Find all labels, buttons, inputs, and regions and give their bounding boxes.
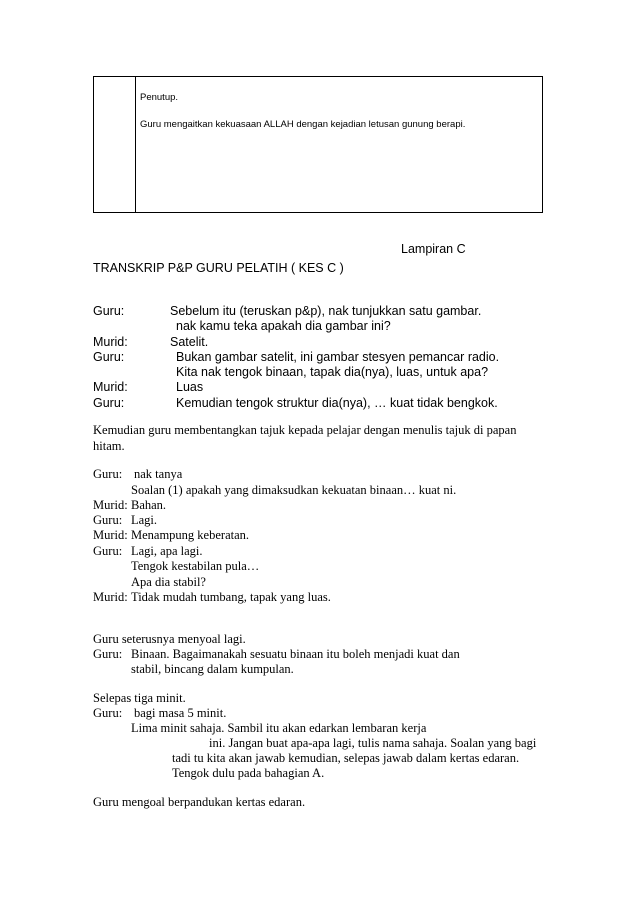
- dialog-line: Bahan.: [131, 498, 167, 512]
- narrative-line: Guru mengoal berpandukan kertas edaran.: [93, 795, 306, 809]
- narrative-line: hitam.: [93, 439, 125, 453]
- narrative-line: Guru seterusnya menyoal lagi.: [93, 632, 246, 646]
- dialog-line: Lagi, apa lagi.: [131, 544, 203, 558]
- dialog-line: Satelit.: [170, 335, 209, 349]
- table-heading: Penutup.: [140, 92, 179, 103]
- dialog-line: nak kamu teka apakah dia gambar ini?: [176, 319, 391, 333]
- closing-table: [93, 76, 543, 213]
- speaker-label: Guru:: [93, 467, 123, 481]
- dialog-line: Kemudian tengok struktur dia(nya), … kuat tidak bengkok.: [176, 396, 498, 410]
- table-body: Guru mengaitkan kekuasaan ALLAH dengan kejadian letusan gunung berapi.: [140, 119, 466, 130]
- speaker-label: Guru:: [93, 513, 123, 527]
- dialog-line: Luas: [176, 380, 204, 394]
- document-title: TRANSKRIP P&P GURU PELATIH ( KES C ): [93, 261, 344, 275]
- speaker-label: Guru:: [93, 304, 125, 318]
- narrative-line: Selepas tiga minit.: [93, 691, 186, 705]
- dialog-line: Bukan gambar satelit, ini gambar stesyen pemancar radio.: [176, 350, 500, 364]
- speaker-label: Murid:: [93, 498, 128, 512]
- speaker-label: Murid:: [93, 335, 128, 349]
- table-column-divider: [135, 77, 136, 212]
- dialog-line: Lagi.: [131, 513, 158, 527]
- speaker-label: Guru:: [93, 647, 123, 661]
- dialog-line: Apa dia stabil?: [131, 575, 206, 589]
- dialog-line: Tengok kestabilan pula…: [131, 559, 260, 573]
- dialog-line: Tengok dulu pada bahagian A.: [172, 766, 325, 780]
- lampiran-label: Lampiran C: [401, 242, 466, 256]
- dialog-line: Sebelum itu (teruskan p&p), nak tunjukkan satu gambar.: [170, 304, 482, 318]
- dialog-line: Kita nak tengok binaan, tapak dia(nya), luas, untuk apa?: [176, 365, 489, 379]
- speaker-label: Guru:: [93, 396, 125, 410]
- dialog-line: Lima minit sahaja. Sambil itu akan edarkan lembaran kerja: [131, 721, 427, 735]
- dialog-line: Binaan. Bagaimanakah sesuatu binaan itu boleh menjadi kuat dan: [131, 647, 460, 661]
- dialog-line: bagi masa 5 minit.: [134, 706, 227, 720]
- speaker-label: Murid:: [93, 380, 128, 394]
- speaker-label: Guru:: [93, 350, 125, 364]
- speaker-label: Murid:: [93, 590, 128, 604]
- speaker-label: Guru:: [93, 544, 123, 558]
- dialog-line: Soalan (1) apakah yang dimaksudkan kekuatan binaan… kuat ni.: [131, 483, 457, 497]
- dialog-line: Tidak mudah tumbang, tapak yang luas.: [131, 590, 331, 604]
- dialog-line: ini. Jangan buat apa-apa lagi, tulis nama sahaja. Soalan yang bagi: [209, 736, 537, 750]
- dialog-line: stabil, bincang dalam kumpulan.: [131, 662, 294, 676]
- narrative-line: Kemudian guru membentangkan tajuk kepada pelajar dengan menulis tajuk di papan: [93, 423, 517, 437]
- dialog-line: Menampung keberatan.: [131, 528, 250, 542]
- dialog-line: tadi tu kita akan jawab kemudian, selepas jawab dalam kertas edaran.: [172, 751, 520, 765]
- speaker-label: Guru:: [93, 706, 123, 720]
- speaker-label: Murid:: [93, 528, 128, 542]
- dialog-line: nak tanya: [134, 467, 183, 481]
